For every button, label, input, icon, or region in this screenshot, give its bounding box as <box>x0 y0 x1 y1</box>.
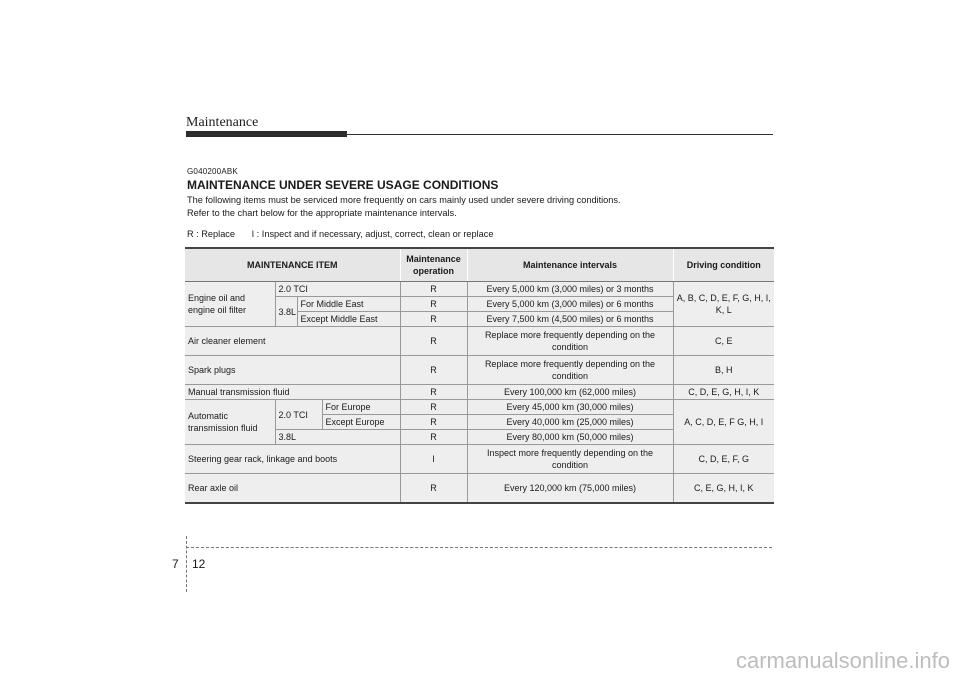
intro-text <box>187 194 621 220</box>
auto-trans-condition: A, C, D, E, F G, H, I <box>673 400 774 445</box>
legend-inspect: I : Inspect and if necessary, adjust, correct, clean or replace <box>251 229 494 239</box>
engine-oil-tci: 2.0 TCI <box>275 282 400 297</box>
page-number: 12 <box>192 557 206 571</box>
table-row <box>185 327 774 356</box>
auto-trans-v6-interval: Every 80,000 km (50,000 miles) <box>467 430 673 445</box>
auto-trans-v6-op: R <box>400 430 467 445</box>
steering-op: I <box>400 445 467 474</box>
footer-rule <box>186 547 772 548</box>
auto-trans-eu: For Europe <box>322 400 400 415</box>
maintenance-table <box>185 247 774 504</box>
engine-oil-tci-interval: Every 5,000 km (3,000 miles) or 3 months <box>467 282 673 297</box>
auto-trans-ex-eu: Except Europe <box>322 415 400 430</box>
intro-line-1: The following items must be serviced more frequently on cars mainly used under severe driving conditions. <box>187 195 621 205</box>
auto-trans-label: Automatic transmission fluid <box>185 400 275 445</box>
spark-plugs-condition: B, H <box>673 356 774 385</box>
spark-plugs-label: Spark plugs <box>185 356 400 385</box>
header-operation: Maintenance operation <box>400 248 467 282</box>
table-row <box>185 474 774 503</box>
rear-axle-interval: Every 120,000 km (75,000 miles) <box>467 474 673 503</box>
table-row <box>185 400 774 415</box>
manual-trans-condition: C, D, E, G, H, I, K <box>673 385 774 400</box>
rear-axle-label: Rear axle oil <box>185 474 400 503</box>
engine-oil-ex-me-op: R <box>400 312 467 327</box>
footer-divider <box>186 536 187 592</box>
air-cleaner-interval: Replace more frequently depending on the condition <box>467 327 673 356</box>
section-code: G040200ABK <box>187 167 238 176</box>
engine-oil-ex-me-interval: Every 7,500 km (4,500 miles) or 6 months <box>467 312 673 327</box>
section-title: Maintenance <box>186 115 259 130</box>
table-row <box>185 385 774 400</box>
manual-trans-interval: Every 100,000 km (62,000 miles) <box>467 385 673 400</box>
auto-trans-ex-eu-op: R <box>400 415 467 430</box>
manual-trans-label: Manual transmission fluid <box>185 385 400 400</box>
engine-oil-label: Engine oil and engine oil filter <box>185 282 275 327</box>
engine-oil-me: For Middle East <box>297 297 400 312</box>
spark-plugs-op: R <box>400 356 467 385</box>
steering-interval: Inspect more frequently depending on the condition <box>467 445 673 474</box>
steering-condition: C, D, E, F, G <box>673 445 774 474</box>
header-intervals: Maintenance intervals <box>467 248 673 282</box>
auto-trans-ex-eu-interval: Every 40,000 km (25,000 miles) <box>467 415 673 430</box>
table-row <box>185 356 774 385</box>
auto-trans-tci: 2.0 TCI <box>275 400 322 430</box>
spark-plugs-interval: Replace more frequently depending on the condition <box>467 356 673 385</box>
header-item: MAINTENANCE ITEM <box>185 248 400 282</box>
engine-oil-ex-me: Except Middle East <box>297 312 400 327</box>
engine-oil-v6: 3.8L <box>275 297 297 327</box>
page-title: MAINTENANCE UNDER SEVERE USAGE CONDITIONS <box>187 178 499 192</box>
engine-oil-me-interval: Every 5,000 km (3,000 miles) or 6 months <box>467 297 673 312</box>
watermark: carmanualsonline.info <box>735 648 950 673</box>
legend <box>187 229 493 239</box>
table-row <box>185 445 774 474</box>
header-condition: Driving condition <box>673 248 774 282</box>
auto-trans-eu-interval: Every 45,000 km (30,000 miles) <box>467 400 673 415</box>
table-header-row <box>185 248 774 282</box>
chapter-number: 7 <box>172 557 179 571</box>
engine-oil-me-op: R <box>400 297 467 312</box>
table-row <box>185 282 774 297</box>
steering-label: Steering gear rack, linkage and boots <box>185 445 400 474</box>
air-cleaner-label: Air cleaner element <box>185 327 400 356</box>
rear-axle-op: R <box>400 474 467 503</box>
auto-trans-v6: 3.8L <box>275 430 400 445</box>
auto-trans-eu-op: R <box>400 400 467 415</box>
engine-oil-condition: A, B, C, D, E, F, G, H, I, K, L <box>673 282 774 327</box>
rear-axle-condition: C, E, G, H, I, K <box>673 474 774 503</box>
air-cleaner-op: R <box>400 327 467 356</box>
legend-replace: R : Replace <box>187 229 236 239</box>
intro-line-2: Refer to the chart below for the appropriate maintenance intervals. <box>187 208 457 218</box>
header-rule <box>186 134 773 135</box>
manual-trans-op: R <box>400 385 467 400</box>
air-cleaner-condition: C, E <box>673 327 774 356</box>
engine-oil-tci-op: R <box>400 282 467 297</box>
